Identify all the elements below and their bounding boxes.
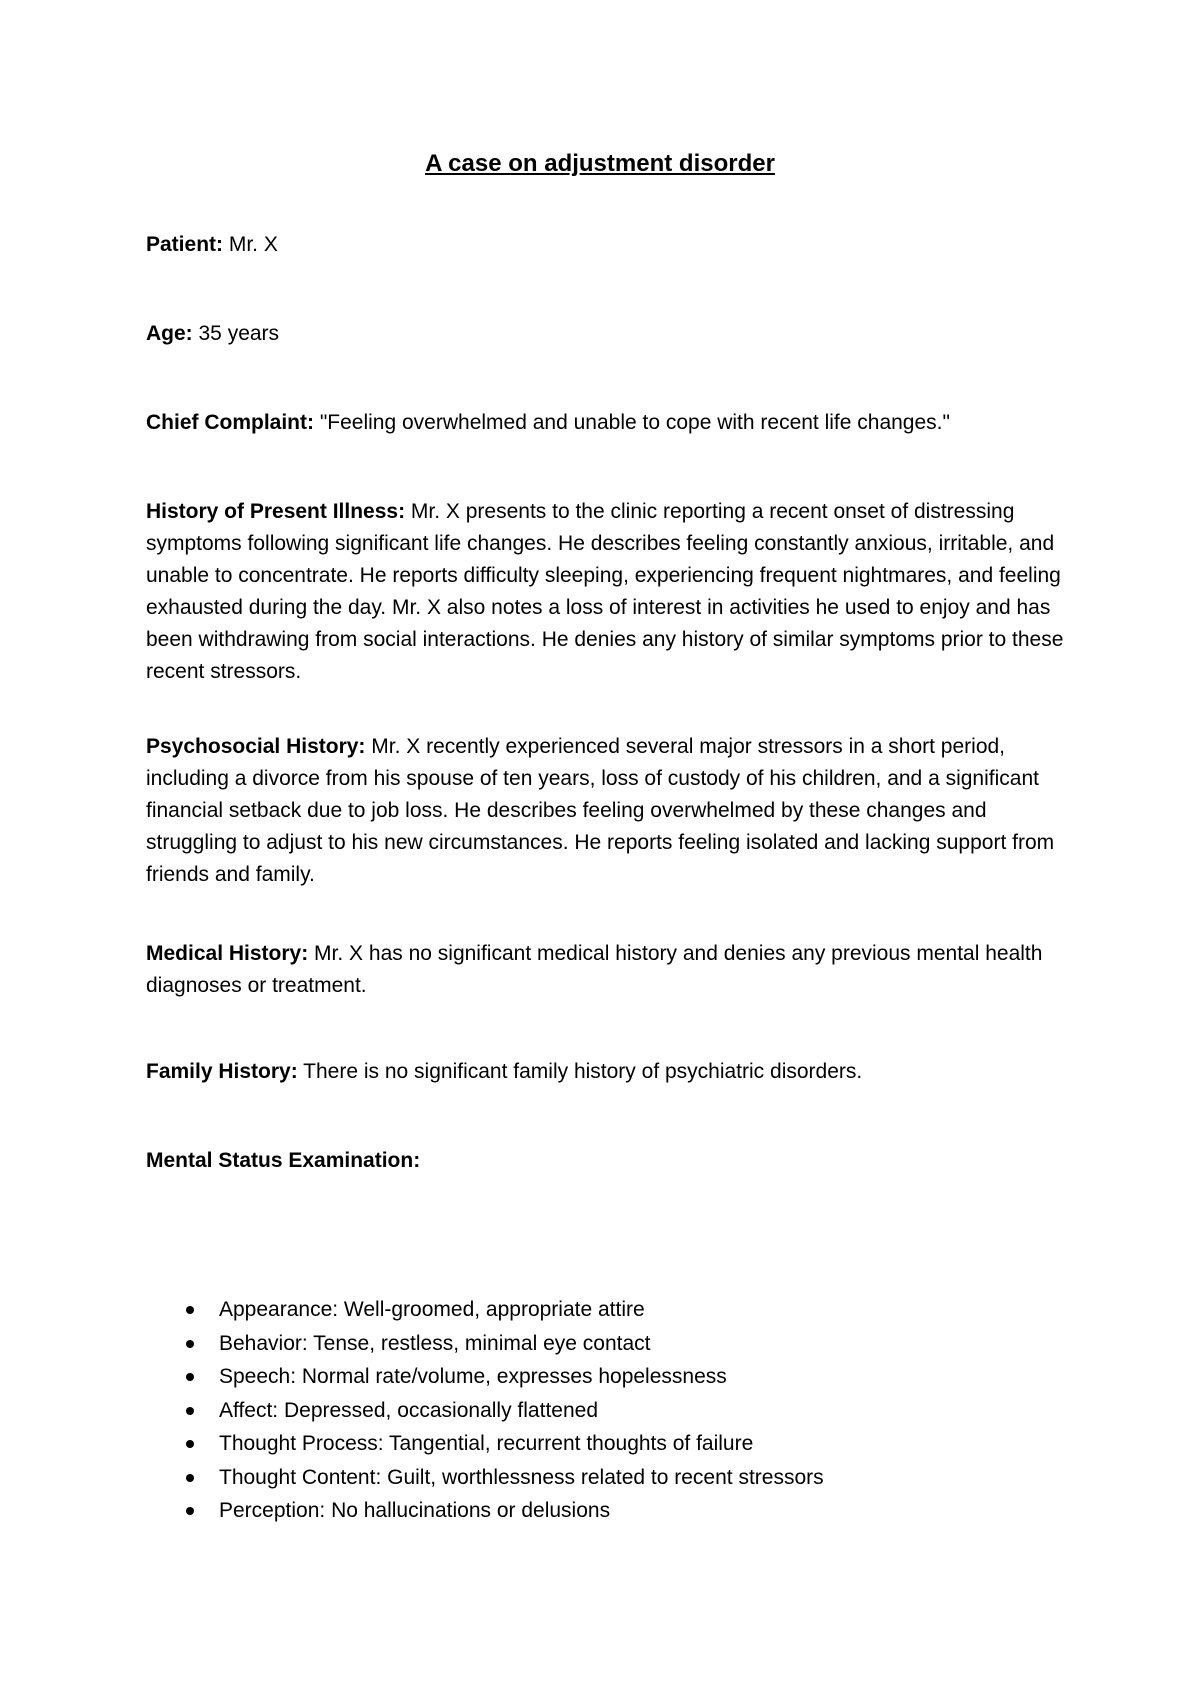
age-value: 35 years <box>192 322 280 345</box>
list-item-text: Thought Content: Guilt, worthlessness related to recent stressors <box>219 1465 824 1489</box>
list-item <box>146 1327 1066 1361</box>
medical-history-label: Medical History: <box>146 942 309 965</box>
family-history-text: There is no significant family history of psychiatric disorders. <box>297 1060 863 1083</box>
chief-complaint-label: Chief Complaint: <box>146 411 314 434</box>
list-item-text: Behavior: Tense, restless, minimal eye contact <box>219 1331 651 1355</box>
list-item <box>146 1394 1066 1428</box>
list-item <box>146 1427 1066 1461</box>
bullet-icon <box>186 1407 194 1415</box>
list-item-text: Thought Process: Tangential, recurrent thoughts of failure <box>219 1432 754 1455</box>
list-item <box>146 1360 1066 1394</box>
bullet-icon <box>186 1474 194 1482</box>
family-history-label: Family History: <box>146 1060 298 1083</box>
patient-field <box>146 229 1066 261</box>
mental-status-exam-list <box>146 1293 1066 1528</box>
family-history-section <box>146 1056 1066 1088</box>
list-item <box>146 1494 1066 1528</box>
mental-status-exam-label: Mental Status Examination: <box>146 1149 421 1172</box>
patient-value: Mr. X <box>223 233 278 256</box>
bullet-icon <box>186 1340 194 1348</box>
bullet-icon <box>186 1306 194 1314</box>
history-present-illness-label: History of Present Illness: <box>146 500 406 523</box>
mental-status-exam-heading <box>146 1145 1066 1177</box>
medical-history-section <box>146 938 1066 1002</box>
history-present-illness-text: Mr. X presents to the clinic reporting a recent onset of distressing symptoms following significant life changes. He describes feeling constantly anxious, irritable, and unable to concentrate. He reports difficulty sleeping, experiencing frequent nightmares, and feeling exhausted during the day. Mr. X also notes a loss of interest in activities he used to enjoy and has been withdrawing from social interactions. He denies any history of similar symptoms prior to these recent stressors. <box>146 500 1064 683</box>
bullet-icon <box>186 1373 194 1381</box>
bullet-icon <box>186 1507 194 1515</box>
chief-complaint-field <box>146 407 1066 439</box>
age-field <box>146 318 1066 350</box>
bullet-icon <box>186 1440 194 1448</box>
document-title: A case on adjustment disorder <box>425 150 775 177</box>
age-label: Age: <box>146 322 193 345</box>
history-present-illness-section <box>146 496 1066 688</box>
psychosocial-history-label: Psychosocial History: <box>146 735 366 758</box>
list-item-text: Speech: Normal rate/volume, expresses hopelessness <box>219 1365 727 1388</box>
patient-label: Patient: <box>146 233 224 256</box>
psychosocial-history-section <box>146 731 1066 891</box>
list-item <box>146 1461 1066 1495</box>
psychosocial-history-text: Mr. X recently experienced several major stressors in a short period, including a divorce from his spouse of ten years, loss of custody of his children, and a significant financial setback due to job loss. He describes feeling overwhelmed by these changes and struggling to adjust to his new circumstances. He reports feeling isolated and lacking support from friends and family. <box>146 735 1055 886</box>
list-item-text: Perception: No hallucinations or delusions <box>219 1499 611 1522</box>
list-item <box>146 1293 1066 1327</box>
chief-complaint-value: "Feeling overwhelmed and unable to cope with recent life changes." <box>314 411 950 434</box>
list-item-text: Appearance: Well-groomed, appropriate attire <box>219 1298 645 1321</box>
list-item-text: Affect: Depressed, occasionally flattened <box>219 1398 598 1422</box>
medical-history-text: Mr. X has no significant medical history and denies any previous mental health diagnoses or treatment. <box>146 942 1043 997</box>
